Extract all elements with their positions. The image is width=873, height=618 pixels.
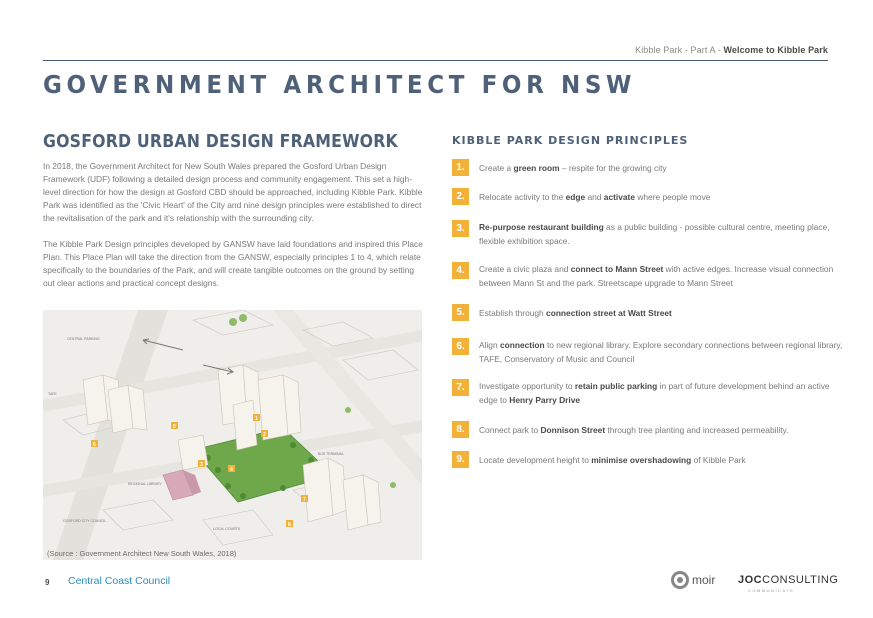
joc-logo-bold: JOC (738, 574, 763, 586)
principle-item (452, 188, 847, 205)
map-marker-1: 1 (255, 416, 258, 422)
principle-number-badge: 6. (452, 338, 469, 355)
map-illustration (43, 310, 422, 560)
principle-number-badge: 7. (452, 379, 469, 396)
principle-text: Relocate activity to the edge and activate where people move (479, 192, 711, 202)
principle-item (452, 379, 847, 407)
principle-number-badge: 5. (452, 304, 469, 321)
map-marker-7: 7 (303, 497, 306, 503)
moir-logo-text: moir (692, 573, 716, 587)
page-number: 9 (45, 578, 50, 587)
principle-text: Align connection to new regional library. Explore secondary connections between regional library, TAFE, Conservatory of Music and Council (479, 340, 843, 364)
intro-text (43, 160, 425, 303)
breadcrumb-current: Welcome to Kibble Park (723, 45, 828, 55)
principle-item (452, 262, 847, 290)
principle-text: Create a civic plaza and connect to Mann Street with active edges. Increase visual connection between Mann St and the park. Streetscape upgrade to Mann Street (479, 264, 834, 288)
principle-text: Re-purpose restaurant building as a public building - possible cultural centre, meeting place, flexible exhibition space. (479, 222, 830, 246)
map-label-tafe: TAFE (48, 392, 57, 396)
map-marker-2: 2 (263, 432, 266, 438)
map-marker-3: 3 (200, 462, 203, 468)
page-title: GOVERNMENT ARCHITECT FOR NSW (43, 70, 636, 99)
intro-paragraph-2: The Kibble Park Design principles developed by GANSW have laid foundations and inspired this Place Plan. This Place Plan will take the direction from the GANSW, especially principles 1 to 4, which relate specifically to the boundaries of the Park, and will create tangible outcomes on the ground by setting out clear actions and practical concept designs. (43, 239, 423, 288)
principle-item (452, 338, 847, 366)
principle-text: Locate development height to minimise overshadowing of Kibble Park (479, 455, 746, 465)
principles-title: KIBBLE PARK DESIGN PRINCIPLES (452, 134, 689, 147)
principle-text: Investigate opportunity to retain public parking in part of future development behind an active edge to Henry Parry Drive (479, 381, 830, 405)
section-title: GOSFORD URBAN DESIGN FRAMEWORK (43, 132, 398, 152)
principle-item (452, 451, 847, 468)
joc-logo-tagline: COMMUNICATE (748, 588, 795, 593)
principle-number-badge: 9. (452, 451, 469, 468)
principle-item (452, 159, 847, 176)
map-label-courts: LOCAL COURTS (213, 527, 241, 531)
principle-text: Create a green room – respite for the growing city (479, 163, 667, 173)
map-label-bus-terminal: BUS TERMINAL (318, 452, 344, 456)
map-label-central-parking: CENTRAL PARKING (67, 337, 100, 341)
principle-text: Establish through connection street at Watt Street (479, 308, 672, 318)
moir-logo (670, 569, 730, 591)
principle-number-badge: 3. (452, 220, 469, 237)
principle-number-badge: 8. (452, 421, 469, 438)
map-marker-4: 4 (230, 467, 233, 473)
joc-consulting-logo (738, 574, 838, 586)
breadcrumb-prefix: Kibble Park - Part A - (635, 45, 724, 55)
map-marker-6: 6 (93, 442, 96, 448)
map-marker-8: 8 (288, 522, 291, 528)
principle-number-badge: 4. (452, 262, 469, 279)
principle-number-badge: 2. (452, 188, 469, 205)
joc-logo-rest: CONSULTING (762, 574, 839, 586)
site-axonometric-map (43, 310, 422, 560)
map-label-library: REGIONAL LIBRARY (128, 482, 162, 486)
breadcrumb (635, 45, 828, 55)
header-divider (43, 60, 828, 61)
footer-org-name: Central Coast Council (68, 575, 171, 587)
map-label-council: GOSFORD CITY COUNCIL (63, 519, 107, 523)
principle-item (452, 220, 847, 248)
principle-number-badge: 1. (452, 159, 469, 176)
principle-item (452, 304, 847, 321)
principle-item (452, 421, 847, 438)
intro-paragraph-1: In 2018, the Government Architect for New South Wales prepared the Gosford Urban Design Framework (UDF) following a detailed design process and community engagement. This set a high-level direction for how the design at Gosford CBD should be approached, including Kibble Park. Kibble Park was identified as the 'Civic Heart' of the City and nine design principles were established to direct the revitalisation of the park and it's relationship with the surrounding city. (43, 161, 423, 223)
map-marker-5: 5 (173, 424, 176, 430)
map-caption: (Source : Government Architect New South Wales, 2018) (47, 549, 237, 558)
principle-text: Connect park to Donnison Street through tree planting and increased permeability. (479, 425, 789, 435)
